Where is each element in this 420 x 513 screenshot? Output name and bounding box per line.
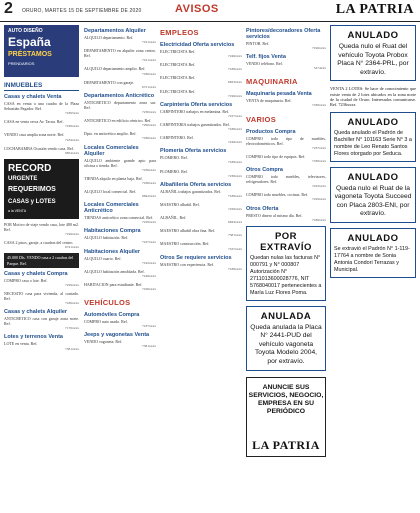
notice-body: Queda nulo el Ruat del vehículo Toyota Probox Placa N° 2364-PRL, por extravío.: [337, 43, 409, 76]
classified-ad: CARPINTERO. Ref. 7246xxxx: [160, 135, 242, 145]
notice-body: Quedan nulas las facturas N° 000791 y N° 000807 Autorización N° 2711013600028776, NIT 5768040017 pertenecientes a María Luz Flores Poma.: [250, 254, 322, 296]
classified-ad: COMPRO auto usado. Ref. 7237xxxx: [84, 319, 156, 329]
promo-line: REQUERIMOS: [8, 185, 56, 193]
classified-ad: VENDO vagoneta. Ref. 7381xxxx: [84, 339, 156, 349]
classified-ad: CASA en venta cerca Av. Tacna. Ref. 7236xxxx: [4, 119, 79, 129]
classified-ad: MAESTRO albañil obra fina. Ref. 7381xxxx: [160, 228, 242, 238]
classified-ad: CARPINTERIA trabajos garantizados. Ref. 7186xxxx: [160, 121, 242, 132]
classified-ad: ELECTRICISTA Ref. 7196xxxx: [160, 88, 242, 98]
classified-ad: ALBAÑIL. Ref. 6843xxxx: [160, 215, 242, 225]
notice-title: ANULADO: [347, 30, 399, 41]
subcategory-heading: Telf. fijos Venta: [246, 54, 286, 61]
newspaper-brand: LA PATRIA: [335, 2, 414, 17]
logo-line: PRENDARIOS: [8, 61, 35, 66]
logo-line: España: [8, 35, 51, 49]
column-4: [246, 25, 326, 511]
classified-ad: PLOMERO. Ref. 7186xxxx: [160, 155, 242, 165]
subcategory-heading: Habitaciones Alquiler: [84, 248, 141, 255]
category-heading: MAQUINARIA: [246, 77, 298, 87]
subcategory-heading: Lotes y terrenos Venta: [4, 334, 63, 341]
subcategory-heading: Casas y chalets Alquiler: [4, 309, 68, 316]
subcategory-heading: Departamentos Alquiler: [84, 28, 146, 34]
promo-line: a la VENTA: [8, 208, 27, 213]
classified-ad: ELECTRICISTA Ref. 6823xxxx: [160, 75, 242, 85]
subcategory-heading: Carpintería Oferta servicios: [160, 101, 233, 108]
classified-ad: COMPRO todo tipo de equipos. Ref. 7186xxxx: [246, 153, 326, 163]
classified-ad: POR Motivo de viaje vendo casa, lote 480 m2. Ref. 7196xxxx: [4, 221, 79, 237]
classified-ad: TIENDAS anticrético zona comercial. Ref. 7229xxxx: [84, 215, 156, 225]
notice-body: Queda anulado el Padrón de Bachiller N° 101163 Serie N° 3 a nombre de Leo Renato Santos Flores otorgado por Seduca.: [334, 129, 412, 157]
classified-ad: ALQUILO local comercial. Ref. 6842xxxx: [84, 188, 156, 199]
classified-ad: CARPINTERO trabajos en melamina. Ref. 7227xxxx: [160, 108, 242, 118]
column-2: [84, 25, 156, 511]
classified-ad: MAESTRO construcción. Ref. 7167xxxx: [160, 241, 242, 251]
subcategory-heading: Maquinaria pesada Venta: [246, 91, 312, 98]
subcategory-heading: Otros Compra: [246, 167, 283, 174]
subcategory-heading: Locales Comerciales Anticrético: [84, 202, 139, 215]
category-heading: VARIOS: [246, 114, 276, 124]
issue-date: ORURO, MARTES 15 DE SEPTIEMBRE DE 2020: [22, 8, 142, 14]
lots-sale-ad: VENTA 2 LOTES: Se hace de conocimiento que existe venta de 2 lotes ubicados en la zona norte de la ciudad de Oruro. Interesados comunicarse. Ref. 7236xxxx: [330, 86, 416, 108]
highlighted-ad: 45.000 Dls. VENDO casa a 2 cuadras del Parque. Ref.: [4, 253, 79, 267]
espana-logo-ad: [4, 25, 79, 77]
subcategory-heading: Departamentos Anticrético: [84, 92, 155, 99]
classified-ad: CASA 2 pisos, garaje, a cuadras del centro. 6741xxxx: [4, 240, 79, 250]
promo-text: ANUNCIE SUS SERVICIOS, NEGOCIO, EMPRESA EN SU PERIÓDICO: [248, 383, 324, 415]
category-heading: INMUEBLES: [4, 80, 79, 91]
classified-ad: CASA en venta a una cuadra de la Plaza Sebastián Pagador. Ref. 71895xxx: [4, 101, 79, 116]
logo-line: AUTO DISEÑO: [8, 28, 43, 34]
subcategory-heading: Habitaciones Compra: [84, 228, 141, 235]
classified-ad: PLOMERO. Ref. 7236xxxx: [160, 168, 242, 178]
subcategory-heading: Casas y chalets Compra: [4, 270, 68, 277]
classified-ad: ALQUILO ambiente grande apto para oficina o tienda. Ref. 7236xxxx: [84, 157, 156, 172]
classified-ad: TIENDA alquilo en planta baja. Ref. 7186xxxx: [84, 175, 156, 185]
section-title: AVISOS: [175, 3, 219, 15]
notice-title: ANULADO: [347, 116, 399, 128]
promo-line: RECORD: [8, 162, 52, 174]
notice-title: ANULADA: [260, 310, 312, 322]
subcategory-heading: Locales Comerciales Alquiler: [84, 144, 139, 157]
cancelled-plate-notice: [246, 306, 326, 371]
column-3: [160, 25, 242, 511]
classified-ad: VENDO teléfono. Ref. 5274xxx: [246, 61, 326, 71]
subcategory-heading: Pintores/decoradores Oferta servicios: [246, 28, 321, 40]
classified-ad: DEPARTAMENTO en alquiler zona centro. Ref. 7221xxxx: [84, 48, 156, 63]
notice-body: Queda nulo el Ruat de la vagoneta Toyota Succeed con Placa 2803-ENI, por extravío.: [334, 184, 412, 218]
classified-ad: Dpto. en anticrético amplio. Ref. 7186xxxx: [84, 131, 156, 141]
classified-ad: HABITACION para estudiante. Ref. 7196xxxx: [84, 281, 156, 291]
subcategory-heading: Casas y chalets Venta: [4, 94, 62, 100]
classified-ad: ALQUILO departamento amplio. Ref. 7186xxxx: [84, 66, 156, 76]
page-number: 2: [4, 0, 13, 17]
subcategory-heading: Plomería Oferta servicios: [160, 148, 227, 155]
promo-line: URGENTE: [8, 175, 38, 182]
category-heading: EMPLEOS: [160, 28, 199, 37]
notice-title: ANULADO: [347, 171, 399, 183]
classified-ad: NECESITO casa para vivienda, al contado. Ref. 7186xxxx: [4, 290, 79, 306]
classified-ad: COMPRO todo muebles, televisores, refrigeradores. Ref. 7243xxxx: [246, 174, 326, 189]
classified-ad: VENTA de maquinaria. Ref. 7186xxxx: [246, 98, 326, 108]
lost-invoice-notice: [246, 226, 326, 301]
subcategory-heading: Otros Se requiere servicios: [160, 254, 232, 261]
logo-line: PRÉSTAMOS: [8, 51, 52, 58]
notice-body: Queda anulada la Placa N° 2441-PUD del vehículo vagoneta Toyota Modelo 2004, por extravío.: [250, 323, 322, 366]
classified-ad: COCHABAMBA Ocasión vendo casa. Ref. 6854xxxx: [4, 145, 79, 155]
classified-ad: PINTOR. Ref. 7196xxxx: [246, 41, 326, 51]
classified-ad: ALQUILO habitación. Ref. 7167xxxx: [84, 235, 156, 245]
classified-ad: ANTICRETICO casa con garaje zona norte. Ref. 7176xxxx: [4, 316, 79, 331]
classified-ad: VENDO casa amplia zona norte. Ref. 7184xxxx: [4, 132, 79, 142]
column-5: [330, 25, 416, 511]
notice-body: Se extravió el Padrón N° 1-119-17764 a nombre de Sonia Antonia Condori Terrazas y Municipal.: [334, 245, 410, 273]
classified-ad: ELECTRICISTA Ref. 7186xxxx: [160, 62, 242, 72]
newspaper-self-promo: [246, 377, 326, 457]
promo-brand: LA PATRIA: [252, 437, 320, 452]
subcategory-heading: Albañilería Oferta servicios: [160, 181, 232, 188]
classified-ad: PRESTO dinero al mismo día. Ref. 7186xxxx: [246, 212, 326, 222]
classified-ad: ELECTRICISTA Ref. 7246xxxx: [160, 49, 242, 59]
subcategory-heading: Productos Compra: [246, 128, 296, 135]
classified-ad: COMPRO casa o lote. Ref. 7229xxxx: [4, 277, 79, 287]
classified-ad: ALQUILO cuarto. Ref. 7192xxxx: [84, 255, 156, 265]
cancelled-bachiller-notice: [330, 112, 416, 162]
cancelled-ruat-notice: [330, 167, 416, 223]
classified-ad: ANTICRETICO en edificio céntrico. Ref. 7290xxxx: [84, 118, 156, 128]
column-1: [4, 25, 79, 511]
classified-ad: MAESTRO con experiencia. Ref. 7186xxxx: [160, 261, 242, 271]
promo-line: CASAS y LOTES: [8, 198, 56, 205]
cancelled-padron-notice: [330, 228, 416, 278]
classified-ad: COMPRO todo muebles, cocinas. Ref. 7229xxxx: [246, 192, 326, 202]
page-header: [0, 0, 420, 22]
subcategory-heading: Automóviles Compra: [84, 312, 140, 319]
category-heading: VEHÍCULOS: [84, 298, 131, 308]
record-promo-ad: [4, 159, 79, 219]
classified-ad: MAESTRO albañil. Ref. 7229xxxx: [160, 201, 242, 211]
classified-ad: LOTE en venta. Ref. 7381xxxx: [4, 341, 79, 351]
notice-title: ANULADO: [347, 232, 399, 244]
cancelled-ruat-notice: [330, 25, 416, 81]
classified-ad: COMPRO todo tipo de muebles, electrodomésticos. Ref. 7187xxxx: [246, 135, 326, 150]
subcategory-heading: Jeeps y vagonetas Venta: [84, 332, 150, 339]
subcategory-heading: Electricidad Oferta servicios: [160, 42, 235, 48]
classified-ad: ALQUILO habitación amoblada. Ref. 7246xxxx: [84, 268, 156, 278]
classified-ad: DEPARTAMENTO con garaje. 6721xxxx: [84, 79, 156, 89]
subcategory-heading: Otros Oferta: [246, 205, 279, 212]
notice-title: POR EXTRAVÍO: [260, 230, 312, 253]
classified-ad: ANTICRETICO departamento zona sur. Ref. 7230xxxx: [84, 99, 156, 115]
classified-ad: ALBAÑIL trabajos garantizados. Ref. 7186xxxx: [160, 188, 242, 198]
classified-ad: ALQUILO departamento. Ref. 7161xxxx: [84, 35, 156, 45]
